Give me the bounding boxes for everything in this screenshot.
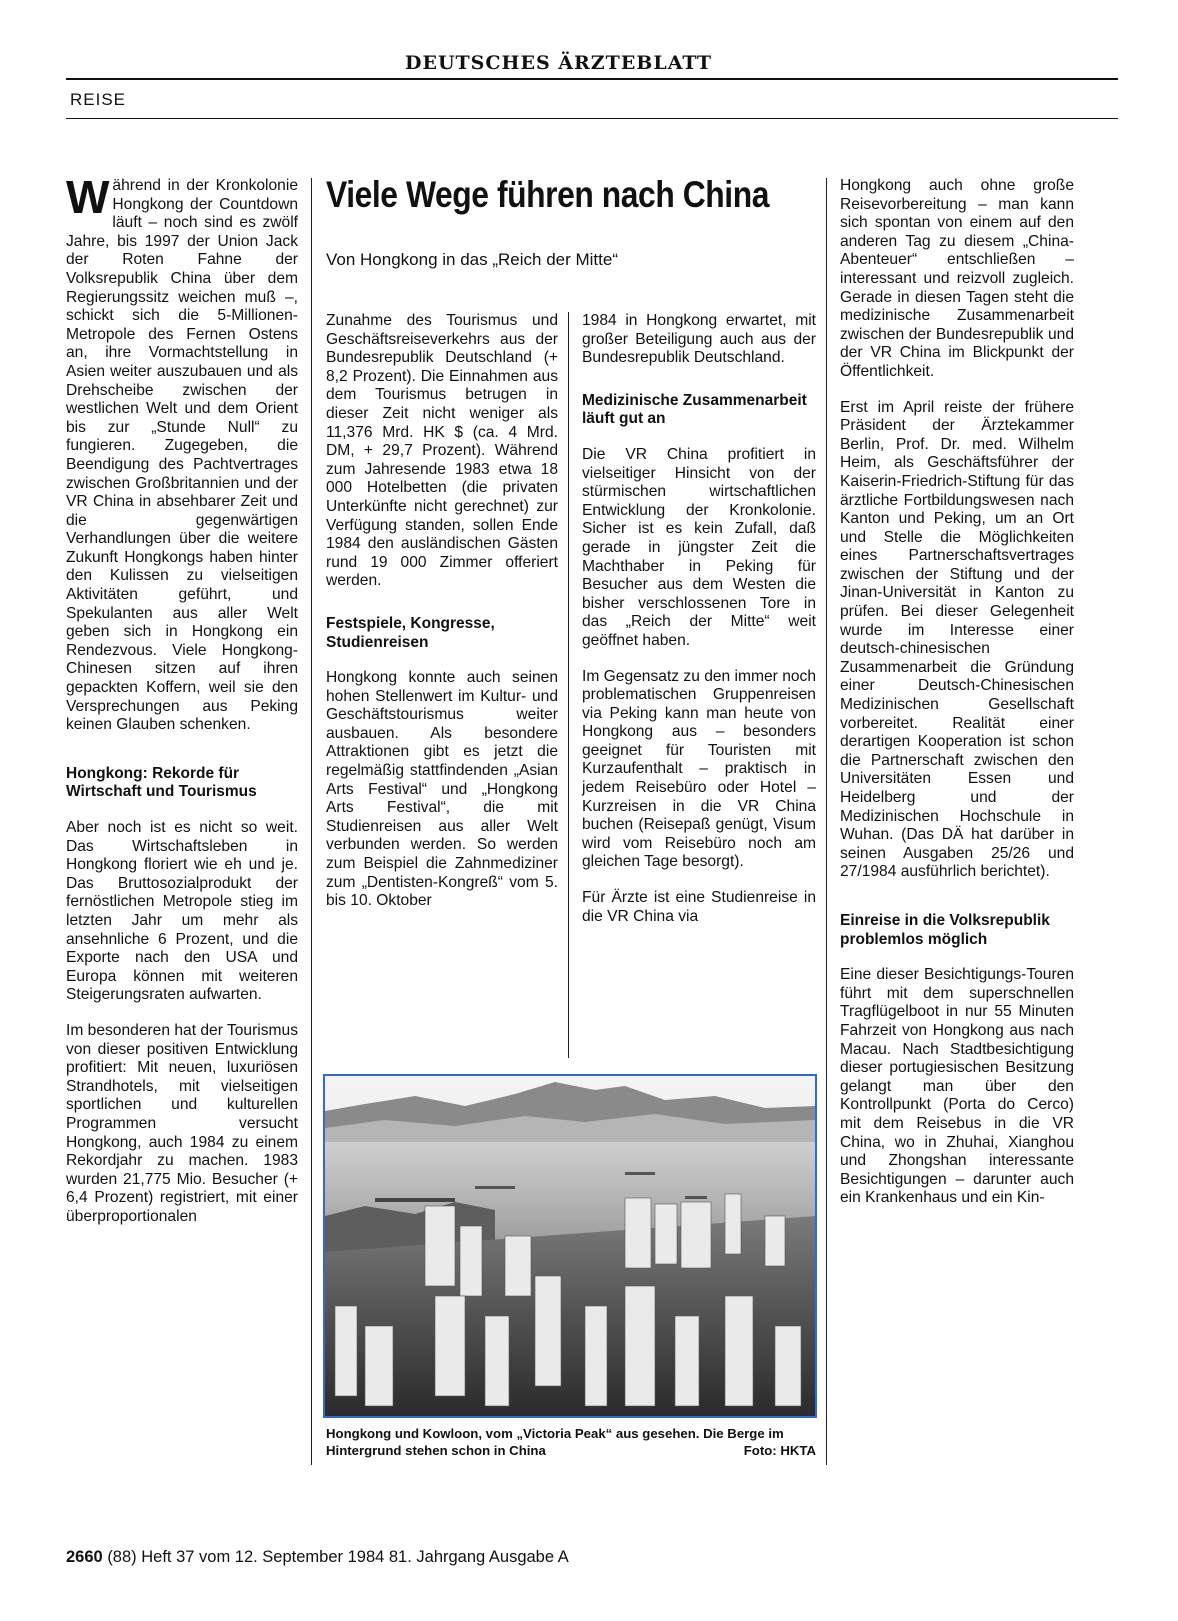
masthead: DEUTSCHES ÄRZTEBLATT bbox=[405, 52, 713, 74]
photo-caption bbox=[326, 1425, 816, 1459]
article-title: Viele Wege führen nach China bbox=[326, 174, 769, 215]
skyline-illustration bbox=[325, 1076, 815, 1416]
drop-cap: W bbox=[66, 171, 110, 223]
subheading: Einreise in die Volksrepublik problemlos möglich bbox=[840, 911, 1050, 948]
column-rule bbox=[826, 178, 827, 1465]
photo-credit: Foto: HKTA bbox=[743, 1443, 816, 1458]
paragraph: Die VR China profitiert in vielseitiger Hinsicht von der stürmischen wirtschaftlichen Entwicklung der Kronkolonie. Sicher ist es kein Zufall, daß gerade in jüngster Zeit die Machthaber in Peking für Besucher aus dem Westen die bisher verschlossenen Tore in das „Reich der Mitte“ weit geöffnet haben. bbox=[582, 445, 816, 649]
article-column-3 bbox=[582, 312, 816, 943]
section-rule bbox=[66, 118, 1118, 119]
column-rule bbox=[568, 312, 569, 1058]
article-column-4 bbox=[840, 177, 1074, 1225]
paragraph: Hongkong auch ohne große Reisevorbereitung – man kann sich spontan von einem auf den anderen Tag zu diesem „China-Abenteuer“ entschließen – interessant und reizvoll zugleich. Gerade in diesen Tagen steht die medizinische Zusammenarbeit zwischen der Bundesrepublik und der VR China im Blickpunkt der Öffentlichkeit. bbox=[840, 177, 1074, 380]
caption-text: Hongkong und Kowloon, vom „Victoria Peak“ aus gesehen. Die Berge im Hintergrund stehen schon in China bbox=[326, 1426, 784, 1458]
paragraph: Im Gegensatz zu den immer noch problematischen Gruppenreisen via Peking kann man heute von Hongkong aus – besonders geeignet für Touristen mit Kurzaufenthalt – praktisch in jedem Reisebüro oder Hotel – Kurzreisen in die VR China buchen (Reisepaß genügt, Visum wird vom Reisebüro noch am gleichen Tage besorgt). bbox=[582, 667, 817, 871]
paragraph: Aber noch ist es nicht so weit. Das Wirtschaftsleben in Hongkong floriert wie eh und je. Das Bruttosozialprodukt der fernöstlichen Metropole stieg im letzten Jahr um mehr als ansehnliche 6 Prozent, und die Exporte nach den USA und Europa können mit weiteren Steigerungsraten aufwarten. bbox=[66, 819, 298, 1004]
hongkong-photo bbox=[323, 1074, 817, 1418]
issue-info: (88) Heft 37 vom 12. September 1984 81. Jahrgang Ausgabe A bbox=[107, 1548, 569, 1566]
subheading: Medizinische Zusammenarbeit läuft gut an bbox=[582, 391, 807, 428]
column-rule bbox=[311, 178, 312, 1465]
paragraph: Erst im April reiste der frühere Präsident der Ärztekammer Berlin, Prof. Dr. med. Wilhelm Heim, als Geschäftsführer der Kaiserin-Friedrich-Stiftung für das ärztliche Fortbildungswesen nach Kanton und Peking, um an Ort und Stelle die Möglichkeiten eines Partnerschaftsvertrages zwischen der Stiftung und der Jinan-Universität in Kanton zu prüfen. Bei dieser Gelegenheit wurde im Interesse einer deutsch-chinesischen Zusammenarbeit die Gründung einer Deutsch-Chinesischen Medizinischen Gesellschaft vorbereitet. Realität einer derartigen Kooperation ist schon die Partnerschaft zwischen den Universitäten Essen und Heidelberg und der Medizinischen Hochschule in Wuhan. (Das DÄ hat darüber in seinen Ausgaben 25/26 und 27/1984 ausführlich berichtet). bbox=[840, 398, 1074, 881]
paragraph: Im besonderen hat der Tourismus von dieser positiven Entwicklung profitiert: Mit neuen, luxuriösen Strandhotels, mit vielseitigen sportlichen und kulturellen Programmen versucht Hongkong, auch 1984 zu einem Rekordjahr zu machen. 1983 wurden 21,775 Mio. Besucher (+ 6,4 Prozent) registriert, mit einer überproportionalen bbox=[66, 1021, 299, 1225]
subheading: Hongkong: Rekorde für Wirtschaft und Tourismus bbox=[66, 764, 257, 801]
paragraph: 1984 in Hongkong erwartet, mit großer Beteiligung auch aus der Bundesrepublik Deutschland. bbox=[582, 312, 816, 367]
section-label: REISE bbox=[70, 90, 127, 109]
page-footer bbox=[66, 1548, 569, 1567]
paragraph: Hongkong konnte auch seinen hohen Stellenwert im Kultur- und Geschäftstourismus weiter ausbauen. Als besondere Attraktionen gibt es jetzt die regelmäßig stattfindenden „Asian Arts Festival“ und „Hongkong Arts Festival“, die mit Studienreisen aus aller Welt verbunden werden. So werden zum Beispiel die Zahnmediziner zum „Dentisten-Kongreß“ vom 5. bis 10. Oktober bbox=[326, 669, 558, 910]
subheading: Festspiele, Kongresse, Studienreisen bbox=[326, 614, 495, 651]
article-subtitle: Von Hongkong in das „Reich der Mitte“ bbox=[326, 250, 618, 269]
paragraph bbox=[66, 171, 298, 735]
paragraph-text: ährend in der Kronkolonie Hongkong der Countdown läuft – noch sind es zwölf Jahre, bis 1997 der Union Jack der Roten Fahne der Volksrepublik China über dem Regierungssitz weichen muß –, schickt sich die 5-Millionen-Metropole des Fernen Ostens an, ihre Vormachtstellung in Asien weiter auszubauen und als Drehscheibe zwischen der westlichen Welt und dem Orient bis zur „Stunde Null“ zu fungieren. Zugegeben, die Beendigung des Pachtvertrages zwischen Großbritannien und der VR China in absehbarer Zeit und die gegenwärtigen Verhandlungen über die weitere Zukunft Hongkongs haben hinter den Kulissen zu vielseitigen Aktivitäten geführt, und Spekulanten aus aller Welt geben sich in Hongkong ein Rendezvous. Viele Hongkong-Chinesen sitzen auf ihren gepackten Koffern, weil sie den Versprechungen aus Peking keinen Glauben schenken. bbox=[66, 177, 298, 734]
article-column-1 bbox=[66, 171, 299, 1243]
paragraph: Eine dieser Besichtigungs-Touren führt mit dem superschnellen Tragflügelboot in nur 55 Minuten Fahrzeit von Hongkong aus nach Macau. Nach Stadtbesichtigung dieser portugiesischen Besitzung gelangt man über den Kontrollpunkt (Porta do Cerco) mit dem Reisebus in die VR China, wo in Zhuhai, Xianghou und Zhongshan interessante Besichtigungen – darunter auch ein Krankenhaus und ein Kin- bbox=[840, 966, 1074, 1207]
paragraph: Für Ärzte ist eine Studienreise in die VR China via bbox=[582, 889, 816, 925]
page-number: 2660 bbox=[66, 1548, 103, 1566]
masthead-rule bbox=[66, 78, 1118, 80]
article-column-2 bbox=[326, 312, 558, 928]
paragraph: Zunahme des Tourismus und Geschäftsreiseverkehrs aus der Bundesrepublik Deutschland (+ 8,2 Prozent). Die Einnahmen aus dem Tourismus betrugen in dieser Zeit nicht weniger als 11,376 Mrd. HK $ (ca. 4 Mrd. DM, + 29,7 Prozent). Während zum Jahresende 1983 etwa 18 000 Hotelbetten (die privaten Unterkünfte nicht gerechnet) zur Verfügung standen, sollen Ende 1984 den ausländischen Gästen rund 19 000 Zimmer offeriert werden. bbox=[326, 312, 558, 590]
